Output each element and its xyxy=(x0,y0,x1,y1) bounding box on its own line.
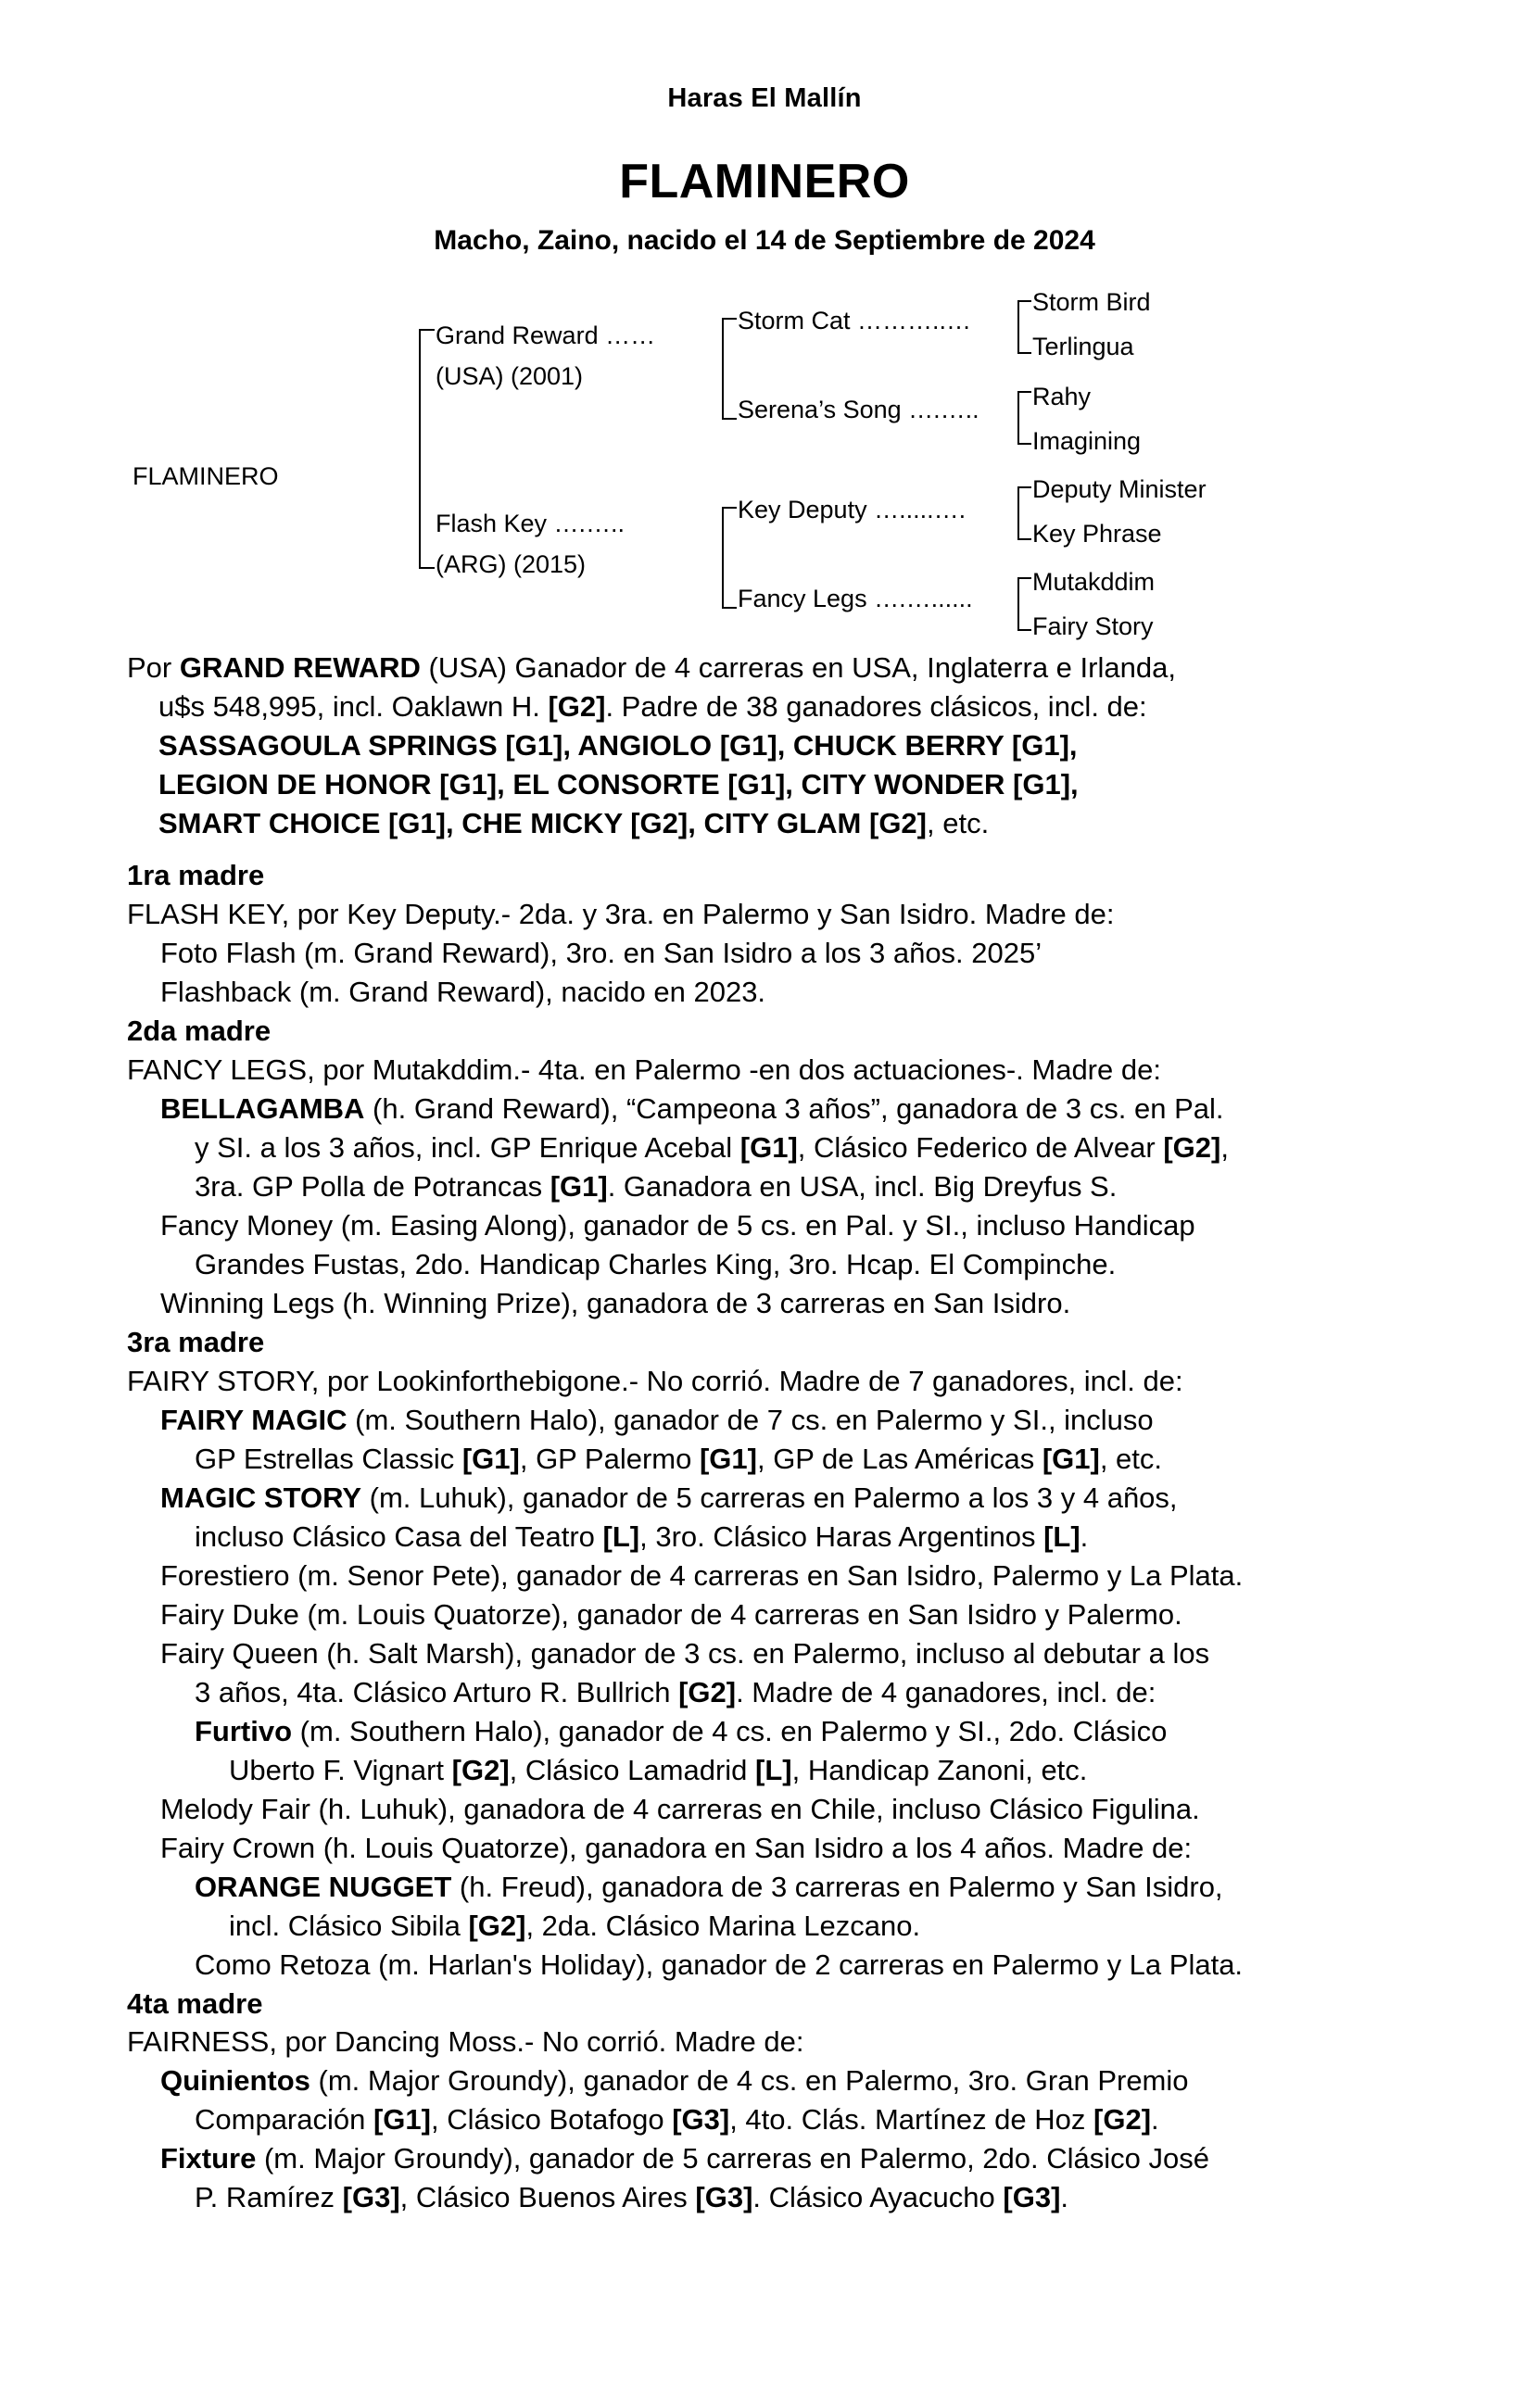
emphasis-text: [G3] xyxy=(342,2181,400,2214)
pedigree-dam-sire-dam: Key Phrase xyxy=(1032,520,1162,548)
emphasis-text: [G2] xyxy=(1163,1130,1221,1164)
plain-text: y SI. a los 3 años, incl. GP Enrique Acebal xyxy=(195,1130,740,1164)
plain-text: FANCY LEGS, por Mutakddim.- 4ta. en Palermo -en dos actuaciones-. Madre de: xyxy=(127,1053,1161,1086)
emphasis-text: Quinientos xyxy=(160,2064,310,2098)
bracket-gen2-sire xyxy=(722,318,737,420)
sire-l5-rest: , etc. xyxy=(927,807,990,839)
emphasis-text: [G1] xyxy=(1042,1442,1100,1475)
plain-text: Foto Flash (m. Grand Reward), 3ro. en San Isidro a los 3 años. 2025’ xyxy=(160,936,1042,969)
generation-line xyxy=(0,1829,1529,1868)
pedigree-body xyxy=(0,649,1529,2217)
sire-l2-b: . Padre de 38 ganadores clásicos, incl. de: xyxy=(605,690,1147,723)
plain-text: Como Retoza (m. Harlan's Holiday), ganador de 2 carreras en Palermo y La Plata. xyxy=(195,1948,1244,1981)
generation-heading: 4ta madre xyxy=(127,1986,263,2020)
pedigree-sire-dam-dam: Imagining xyxy=(1032,427,1142,455)
emphasis-text: [G1] xyxy=(373,2103,431,2137)
plain-text: , 3ro. Clásico Haras Argentinos xyxy=(639,1519,1044,1553)
emphasis-text: ORANGE NUGGET xyxy=(195,1870,452,1903)
pedigree-dam-origin: (ARG) (2015) xyxy=(436,550,587,578)
plain-text: (h. Grand Reward), “Campeona 3 años”, ganadora de 3 cs. en Pal. xyxy=(364,1091,1224,1125)
pedigree-dam-sire-sire: Deputy Minister xyxy=(1032,475,1207,503)
emphasis-text: [G1] xyxy=(739,1130,798,1164)
generation-line xyxy=(0,1907,1529,1946)
generation-line xyxy=(0,1712,1529,1751)
generation-line xyxy=(0,1595,1529,1634)
plain-text: , Clásico Federico de Alvear xyxy=(797,1130,1164,1164)
section-spacer xyxy=(0,843,1529,856)
generation-line xyxy=(0,1634,1529,1673)
sire-offspring-line-3: SMART CHOICE [G1], CHE MICKY [G2], CITY GLAM [G2] xyxy=(158,807,927,839)
sire-l2-a: u$s 548,995, incl. Oaklawn H. xyxy=(158,690,549,723)
generation-line xyxy=(0,1206,1529,1245)
generation-line xyxy=(0,1051,1529,1090)
plain-text: (m. Major Groundy), ganador de 4 cs. en Palermo, 3ro. Gran Premio xyxy=(310,2064,1189,2098)
plain-text: , 2da. Clásico Marina Lezcano. xyxy=(525,1909,921,1942)
plain-text: Winning Legs (h. Winning Prize), ganadora de 3 carreras en San Isidro. xyxy=(160,1286,1071,1319)
plain-text: FLASH KEY, por Key Deputy.- 2da. y 3ra. en Palermo y San Isidro. Madre de: xyxy=(127,897,1115,930)
generation-line xyxy=(0,1946,1529,1985)
plain-text: Fancy Money (m. Easing Along), ganador de 5 cs. en Pal. y SI., incluso Handicap xyxy=(160,1208,1195,1242)
pedigree-dam: Flash Key ….….. xyxy=(436,510,626,537)
emphasis-text: [L] xyxy=(602,1519,640,1553)
generation-block xyxy=(0,856,1529,1012)
plain-text: Fairy Queen (h. Salt Marsh), ganador de 3 cs. en Palermo, incluso al debutar a los xyxy=(160,1636,1210,1670)
pedigree-dam-dam-dam: Fairy Story xyxy=(1032,612,1154,640)
generation-block xyxy=(0,1985,1529,2218)
pedigree-sire: Grand Reward …… xyxy=(436,321,656,349)
pedigree-dam-dam-sire: Mutakddim xyxy=(1032,568,1156,596)
plain-text: , GP de Las Américas xyxy=(756,1442,1042,1475)
generation-line xyxy=(0,1557,1529,1595)
emphasis-text: [G2] xyxy=(678,1675,737,1708)
generation-line xyxy=(0,973,1529,1012)
bracket-gen3-d xyxy=(1017,577,1031,631)
emphasis-text: BELLAGAMBA xyxy=(160,1091,365,1125)
plain-text: 3 años, 4ta. Clásico Arturo R. Bullrich xyxy=(195,1675,679,1708)
generation-line xyxy=(0,1362,1529,1401)
bracket-gen3-a xyxy=(1017,300,1031,354)
emphasis-text: Furtivo xyxy=(195,1714,293,1747)
generation-line xyxy=(0,1167,1529,1206)
generation-block xyxy=(0,1323,1529,1985)
emphasis-text: Fixture xyxy=(160,2142,257,2175)
plain-text: , xyxy=(1220,1130,1229,1164)
generation-heading: 2da madre xyxy=(127,1014,272,1047)
emphasis-text: [G3] xyxy=(1003,2181,1061,2214)
plain-text: Melody Fair (h. Luhuk), ganadora de 4 carreras en Chile, incluso Clásico Figulina. xyxy=(160,1792,1200,1825)
generation-line xyxy=(0,1479,1529,1518)
plain-text: . xyxy=(1151,2103,1159,2137)
generation-line xyxy=(0,1090,1529,1128)
emphasis-text: [G1] xyxy=(699,1442,757,1475)
pedigree-sire-sire-sire: Storm Bird xyxy=(1032,288,1151,316)
generation-block xyxy=(0,1012,1529,1323)
plain-text: (m. Southern Halo), ganador de 4 cs. en Palermo y SI., 2do. Clásico xyxy=(292,1714,1168,1747)
plain-text: , Clásico Botafogo xyxy=(430,2103,673,2137)
generation-line xyxy=(0,1128,1529,1167)
sire-line-4 xyxy=(127,765,1418,804)
horse-subtitle: Macho, Zaino, nacido el 14 de Septiembre de 2024 xyxy=(434,225,1095,256)
emphasis-text: FAIRY MAGIC xyxy=(160,1403,348,1436)
plain-text: Fairy Duke (m. Louis Quatorze), ganador de 4 carreras en San Isidro y Palermo. xyxy=(160,1597,1182,1631)
plain-text: GP Estrellas Classic xyxy=(195,1442,462,1475)
plain-text: . xyxy=(1060,2181,1069,2214)
sire-line-5 xyxy=(127,804,1418,843)
generation-line xyxy=(0,2139,1529,2178)
emphasis-text: [L] xyxy=(755,1753,792,1786)
plain-text: Fairy Crown (h. Louis Quatorze), ganadora en San Isidro a los 4 años. Madre de: xyxy=(160,1831,1193,1864)
generation-line xyxy=(0,1868,1529,1907)
plain-text: (h. Freud), ganadora de 3 carreras en Palermo y San Isidro, xyxy=(451,1870,1223,1903)
generation-line xyxy=(0,895,1529,934)
plain-text: P. Ramírez xyxy=(195,2181,343,2214)
generation-line xyxy=(0,934,1529,973)
generation-heading: 3ra madre xyxy=(127,1325,265,1358)
generation-line xyxy=(0,2061,1529,2100)
pedigree-sire-dam-sire: Rahy xyxy=(1032,383,1092,410)
pedigree-dam-sire: Key Deputy ….....…. xyxy=(738,496,967,523)
maternal-generations xyxy=(0,856,1529,2217)
emphasis-text: [G2] xyxy=(451,1753,510,1786)
generation-line xyxy=(0,1751,1529,1790)
generation-line xyxy=(0,2100,1529,2139)
plain-text: . Madre de 4 ganadores, incl. de: xyxy=(736,1675,1156,1708)
plain-text: FAIRY STORY, por Lookinforthebigone.- No corrió. Madre de 7 ganadores, incl. de: xyxy=(127,1364,1183,1397)
plain-text: Flashback (m. Grand Reward), nacido en 2023. xyxy=(160,975,766,1008)
bracket-gen2-dam xyxy=(722,507,737,609)
plain-text: Uberto F. Vignart xyxy=(229,1753,452,1786)
sire-l1-pre: Por xyxy=(127,651,180,684)
plain-text: , Clásico Buenos Aires xyxy=(399,2181,696,2214)
plain-text: FAIRNESS, por Dancing Moss.- No corrió. Madre de: xyxy=(127,2025,804,2059)
plain-text: . xyxy=(1080,1519,1089,1553)
plain-text: 3ra. GP Polla de Potrancas xyxy=(195,1169,550,1203)
plain-text: Forestiero (m. Senor Pete), ganador de 4 carreras en San Isidro, Palermo y La Plata. xyxy=(160,1558,1244,1592)
generation-line xyxy=(0,2178,1529,2217)
pedigree-chart xyxy=(0,286,1529,640)
generation-line xyxy=(0,1440,1529,1479)
emphasis-text: [G2] xyxy=(1093,2103,1152,2137)
pedigree-sire-sire-dam: Terlingua xyxy=(1032,333,1134,360)
sire-paragraph xyxy=(0,649,1529,843)
sire-line-1 xyxy=(127,649,1418,687)
plain-text: Grandes Fustas, 2do. Handicap Charles King, 3ro. Hcap. El Compinche. xyxy=(195,1247,1117,1280)
plain-text: , etc. xyxy=(1099,1442,1163,1475)
emphasis-text: [L] xyxy=(1043,1519,1080,1553)
plain-text: , Clásico Lamadrid xyxy=(509,1753,756,1786)
pedigree-self: FLAMINERO xyxy=(133,462,279,490)
generation-line xyxy=(0,2023,1529,2061)
plain-text: , Handicap Zanoni, etc. xyxy=(791,1753,1088,1786)
generation-line xyxy=(0,1284,1529,1323)
emphasis-text: [G3] xyxy=(695,2181,753,2214)
page-title: FLAMINERO xyxy=(619,155,910,208)
sire-offspring-line-2: LEGION DE HONOR [G1], EL CONSORTE [G1], CITY WONDER [G1], xyxy=(158,768,1079,801)
bracket-gen3-c xyxy=(1017,486,1031,540)
plain-text: Comparación xyxy=(195,2103,373,2137)
emphasis-text: [G2] xyxy=(468,1909,526,1942)
plain-text: , GP Palermo xyxy=(519,1442,700,1475)
generation-line xyxy=(0,1401,1529,1440)
plain-text: (m. Luhuk), ganador de 5 carreras en Palermo a los 3 y 4 años, xyxy=(361,1481,1178,1514)
sire-line-2 xyxy=(127,687,1418,726)
generation-line xyxy=(0,1245,1529,1284)
grade-badge-g2: [G2] xyxy=(548,690,606,723)
farm-name: Haras El Mallín xyxy=(667,83,862,113)
sire-l1-post: (USA) Ganador de 4 carreras en USA, Inglaterra e Irlanda, xyxy=(420,651,1176,684)
sire-line-3 xyxy=(127,726,1418,765)
generation-heading: 1ra madre xyxy=(127,859,265,891)
emphasis-text: [G1] xyxy=(550,1169,608,1203)
plain-text: (m. Southern Halo), ganador de 7 cs. en Palermo y SI., incluso xyxy=(347,1403,1154,1436)
generation-line xyxy=(0,1790,1529,1829)
emphasis-text: [G1] xyxy=(461,1442,520,1475)
plain-text: (m. Major Groundy), ganador de 5 carreras en Palermo, 2do. Clásico José xyxy=(256,2142,1209,2175)
plain-text: incluso Clásico Casa del Teatro xyxy=(195,1519,603,1553)
sire-offspring-line-1: SASSAGOULA SPRINGS [G1], ANGIOLO [G1], CHUCK BERRY [G1], xyxy=(158,729,1078,762)
plain-text: . Clásico Ayacucho xyxy=(752,2181,1004,2214)
bracket-gen1 xyxy=(419,329,435,569)
bracket-gen3-b xyxy=(1017,391,1031,445)
plain-text: . Ganadora en USA, incl. Big Dreyfus S. xyxy=(607,1169,1118,1203)
sire-name: GRAND REWARD xyxy=(179,651,421,684)
pedigree-sire-origin: (USA) (2001) xyxy=(436,362,584,390)
emphasis-text: [G3] xyxy=(672,2103,730,2137)
generation-line xyxy=(0,1518,1529,1557)
pedigree-sire-sire: Storm Cat ………..… xyxy=(738,307,972,334)
emphasis-text: MAGIC STORY xyxy=(160,1481,362,1514)
generation-line xyxy=(0,1673,1529,1712)
plain-text: incl. Clásico Sibila xyxy=(229,1909,469,1942)
plain-text: , 4to. Clás. Martínez de Hoz xyxy=(729,2103,1094,2137)
pedigree-sire-dam: Serena’s Song ….….. xyxy=(738,396,979,423)
pedigree-dam-dam: Fancy Legs ….…...... xyxy=(738,585,973,612)
